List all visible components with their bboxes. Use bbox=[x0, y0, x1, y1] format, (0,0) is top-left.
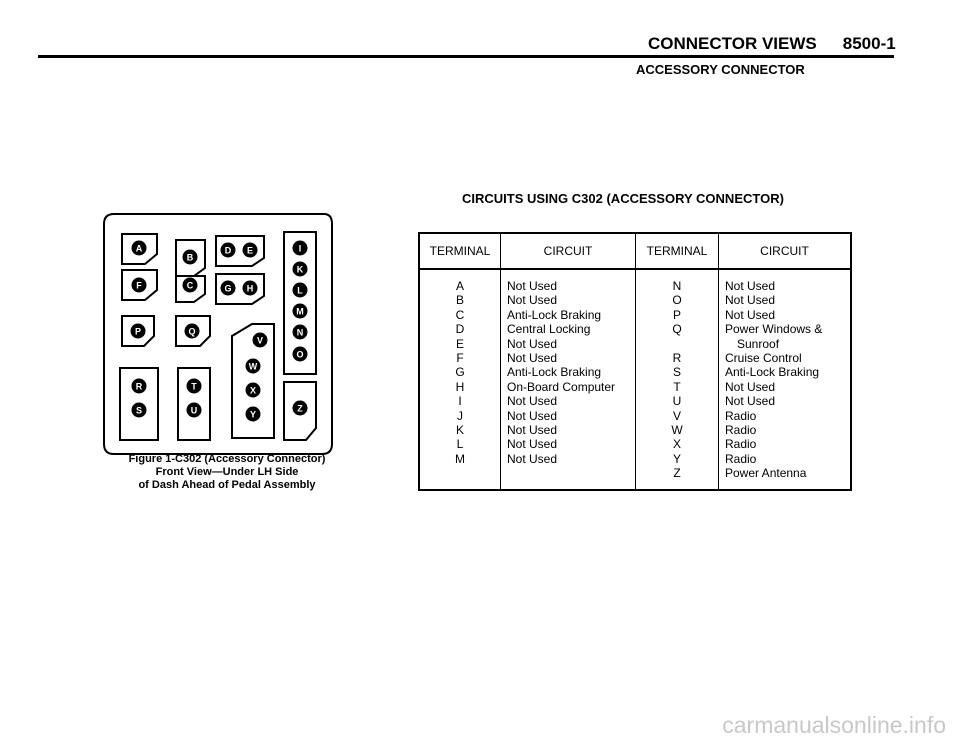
svg-text:F: F bbox=[136, 280, 142, 291]
terminal-cell: Y bbox=[672, 451, 681, 466]
terminal-cell: U bbox=[672, 394, 682, 409]
svg-text:L: L bbox=[297, 285, 303, 296]
header-terminal-right: TERMINAL bbox=[636, 233, 719, 269]
circuit-cell: Radio bbox=[725, 408, 757, 423]
pin-h bbox=[243, 281, 258, 296]
circuit-cell-continued: Sunroof bbox=[737, 336, 780, 351]
svg-text:K: K bbox=[296, 264, 304, 275]
circuit-cell: Cruise Control bbox=[725, 351, 802, 366]
svg-text:O: O bbox=[296, 349, 304, 360]
circuit-cell: Radio bbox=[725, 437, 757, 452]
header-circuit-left: CIRCUIT bbox=[501, 233, 636, 269]
pin-c bbox=[183, 278, 198, 293]
pin-s bbox=[132, 403, 147, 418]
terminal-cell: S bbox=[672, 365, 681, 380]
pin-r bbox=[132, 379, 147, 394]
pin-e bbox=[243, 243, 258, 258]
pin-z bbox=[293, 401, 308, 416]
svg-text:T: T bbox=[191, 381, 197, 392]
circuit-cell: On-Board Computer bbox=[507, 379, 616, 394]
circuit-cell: Power Windows & bbox=[725, 322, 823, 337]
svg-text:U: U bbox=[190, 405, 198, 416]
pin-y bbox=[246, 407, 261, 422]
caption-line: of Dash Ahead of Pedal Assembly bbox=[138, 479, 316, 491]
svg-text:V: V bbox=[256, 335, 264, 346]
svg-text:H: H bbox=[246, 283, 254, 294]
circuit-cell: Not Used bbox=[507, 336, 558, 351]
terminal-cell: Z bbox=[673, 466, 681, 481]
terminal-cell: V bbox=[672, 408, 681, 423]
circuit-column-left bbox=[501, 269, 636, 490]
pin-k bbox=[293, 262, 308, 277]
circuit-cell: Anti-Lock Braking bbox=[507, 365, 602, 380]
circuit-cell: Not Used bbox=[507, 437, 558, 452]
svg-text:C: C bbox=[186, 280, 194, 291]
circuit-cell: Not Used bbox=[507, 451, 558, 466]
circuit-cell: Radio bbox=[725, 451, 757, 466]
svg-text:P: P bbox=[134, 326, 142, 337]
terminal-cell: B bbox=[455, 293, 464, 308]
circuit-cell: Not Used bbox=[507, 423, 558, 438]
terminal-cell: W bbox=[671, 423, 683, 438]
circuit-cell: Not Used bbox=[507, 394, 558, 409]
svg-text:W: W bbox=[248, 361, 258, 372]
svg-text:Z: Z bbox=[297, 403, 303, 414]
pin-b bbox=[183, 250, 198, 265]
svg-text:G: G bbox=[224, 283, 232, 294]
circuit-cell: Radio bbox=[725, 423, 757, 438]
connector-diagram bbox=[102, 212, 334, 456]
pin-p bbox=[131, 324, 146, 339]
svg-text:S: S bbox=[135, 405, 143, 416]
pin-t bbox=[187, 379, 202, 394]
svg-text:Y: Y bbox=[249, 409, 257, 420]
terminal-cell: M bbox=[455, 451, 465, 466]
pin-d bbox=[221, 243, 236, 258]
svg-text:B: B bbox=[186, 252, 194, 263]
terminal-cell: N bbox=[672, 279, 682, 293]
pin-f bbox=[132, 278, 147, 293]
terminal-cell: I bbox=[458, 394, 462, 409]
svg-text:Q: Q bbox=[188, 326, 196, 337]
pin-v bbox=[253, 333, 268, 348]
terminal-cell: C bbox=[455, 307, 465, 322]
circuit-cell: Not Used bbox=[507, 293, 558, 308]
page-subtitle: ACCESSORY CONNECTOR bbox=[636, 62, 805, 77]
header-terminal-left: TERMINAL bbox=[419, 233, 501, 269]
section-title: CONNECTOR VIEWS bbox=[648, 34, 817, 53]
watermark: carmanualsonline.info bbox=[722, 712, 946, 738]
terminal-cell: L bbox=[456, 437, 464, 452]
svg-text:A: A bbox=[135, 243, 143, 254]
pin-a bbox=[132, 241, 147, 256]
pin-m bbox=[293, 304, 308, 319]
terminal-cell: P bbox=[672, 307, 681, 322]
table-body-row bbox=[419, 269, 851, 490]
circuit-cell: Not Used bbox=[725, 379, 776, 394]
circuit-cell: Not Used bbox=[507, 351, 558, 366]
terminal-column-left bbox=[419, 269, 501, 490]
caption-line: Figure 1-C302 (Accessory Connector) bbox=[128, 453, 326, 465]
circuit-column-right bbox=[719, 269, 852, 490]
svg-text:N: N bbox=[296, 327, 304, 338]
svg-text:R: R bbox=[135, 381, 143, 392]
circuit-table bbox=[418, 232, 852, 491]
circuit-cell: Not Used bbox=[725, 293, 776, 308]
svg-text:I: I bbox=[298, 243, 302, 254]
terminal-cell: R bbox=[672, 351, 682, 366]
terminal-cell: H bbox=[455, 379, 465, 394]
figure-caption bbox=[96, 453, 358, 492]
terminal-spacer bbox=[636, 337, 718, 351]
circuit-cell: Power Antenna bbox=[725, 466, 807, 481]
pin-w bbox=[246, 359, 261, 374]
svg-text:D: D bbox=[224, 245, 232, 256]
pin-q bbox=[185, 324, 200, 339]
terminal-cell: A bbox=[455, 279, 464, 293]
terminal-cell: E bbox=[455, 336, 464, 351]
table-header-row bbox=[419, 233, 851, 269]
pin-u bbox=[187, 403, 202, 418]
page-number: 8500-1 bbox=[842, 34, 896, 53]
header-rule bbox=[38, 55, 894, 58]
pin-i bbox=[293, 241, 308, 256]
caption-line: Front View—Under LH Side bbox=[155, 466, 299, 478]
terminal-cell: F bbox=[456, 351, 464, 366]
header-circuit-right: CIRCUIT bbox=[719, 233, 852, 269]
circuit-cell: Not Used bbox=[507, 279, 558, 293]
terminal-cell: X bbox=[672, 437, 681, 452]
pin-g bbox=[221, 281, 236, 296]
terminal-cell: T bbox=[673, 379, 681, 394]
terminal-cell: D bbox=[455, 322, 465, 337]
page-header bbox=[648, 34, 896, 54]
circuit-cell: Central Locking bbox=[507, 322, 591, 337]
pin-l bbox=[293, 283, 308, 298]
svg-text:X: X bbox=[249, 385, 257, 396]
terminal-cell: G bbox=[455, 365, 465, 380]
terminal-cell: O bbox=[672, 293, 682, 308]
svg-text:E: E bbox=[246, 245, 254, 256]
terminal-column-right bbox=[636, 269, 719, 490]
svg-text:M: M bbox=[296, 306, 304, 317]
pin-o bbox=[293, 347, 308, 362]
circuit-cell: Not Used bbox=[507, 408, 558, 423]
circuit-cell: Not Used bbox=[725, 394, 776, 409]
pin-x bbox=[246, 383, 261, 398]
table-title: CIRCUITS USING C302 (ACCESSORY CONNECTOR) bbox=[462, 191, 784, 206]
circuit-cell: Not Used bbox=[725, 307, 776, 322]
circuit-cell: Not Used bbox=[725, 279, 776, 293]
circuit-cell: Anti-Lock Braking bbox=[507, 307, 602, 322]
terminal-cell: J bbox=[457, 408, 463, 423]
terminal-cell: K bbox=[455, 423, 464, 438]
pin-n bbox=[293, 325, 308, 340]
circuit-cell: Anti-Lock Braking bbox=[725, 365, 820, 380]
terminal-cell: Q bbox=[672, 322, 682, 337]
